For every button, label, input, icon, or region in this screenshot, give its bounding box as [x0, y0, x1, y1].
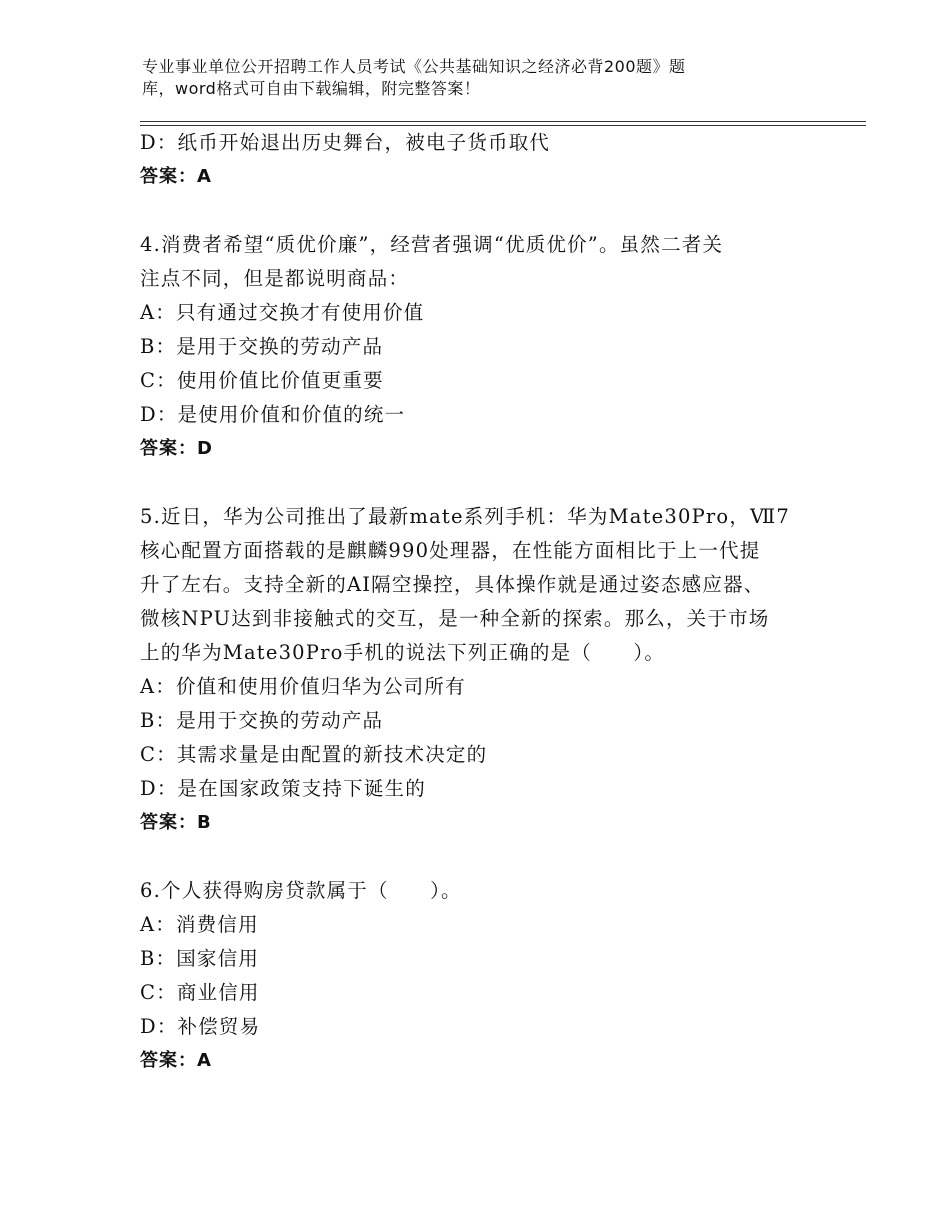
- question-5: [140, 500, 820, 840]
- option-c: C：其需求量是由配置的新技术决定的: [140, 743, 488, 766]
- answer-line: 答案：A: [140, 1050, 212, 1071]
- option-c: C：使用价值比价值更重要: [140, 369, 384, 392]
- answer-line: 答案：D: [140, 438, 213, 459]
- option-d: D：是使用价值和价值的统一: [140, 403, 406, 426]
- option-a: A：消费信用: [140, 913, 259, 936]
- option-b: B：国家信用: [140, 947, 260, 970]
- document-header: [142, 56, 782, 100]
- answer-line: 答案：B: [140, 812, 212, 833]
- option-b: B：是用于交换的劳动产品: [140, 335, 384, 358]
- question-stem-line: 升了左右。支持全新的AI隔空操控，具体操作就是通过姿态感应器、: [140, 573, 765, 596]
- question-stem-line: 5.近日，华为公司推出了最新mate系列手机：华为Mate30Pro，Ⅶ7: [140, 505, 791, 528]
- spacer: [140, 194, 820, 228]
- option-d: D：是在国家政策支持下诞生的: [140, 777, 426, 800]
- question-stem-line: 上的华为Mate30Pro手机的说法下列正确的是（ ）。: [140, 641, 666, 664]
- option-d: D：补偿贸易: [140, 1015, 261, 1038]
- option-d: D：纸币开始退出历史舞台，被电子货币取代: [140, 131, 551, 154]
- question-stem-line: 核心配置方面搭载的是麒麟990处理器，在性能方面相比于上一代提: [140, 539, 761, 562]
- spacer: [140, 840, 820, 874]
- header-line-2: 库，word格式可自由下载编辑，附完整答案！: [142, 79, 481, 98]
- option-b: B：是用于交换的劳动产品: [140, 709, 384, 732]
- question-6: [140, 874, 820, 1078]
- option-a: A：只有通过交换才有使用价值: [140, 301, 425, 324]
- header-divider: [140, 121, 866, 122]
- question-stem-line: 注点不同，但是都说明商品：: [140, 267, 410, 290]
- spacer: [140, 466, 820, 500]
- option-a: A：价值和使用价值归华为公司所有: [140, 675, 466, 698]
- header-line-1: 专业事业单位公开招聘工作人员考试《公共基础知识之经济必背200题》题: [142, 57, 686, 76]
- answer-line: 答案：A: [140, 166, 212, 187]
- document-body: [140, 126, 820, 1078]
- option-c: C：商业信用: [140, 981, 260, 1004]
- question-4: [140, 228, 820, 466]
- question-stem-line: 微核NPU达到非接触式的交互，是一种全新的探索。那么，关于市场: [140, 607, 770, 630]
- question-stem-line: 4.消费者希望“质优价廉”，经营者强调“优质优价”。虽然二者关: [140, 233, 724, 256]
- question-stem-line: 6.个人获得购房贷款属于（ ）。: [140, 879, 462, 902]
